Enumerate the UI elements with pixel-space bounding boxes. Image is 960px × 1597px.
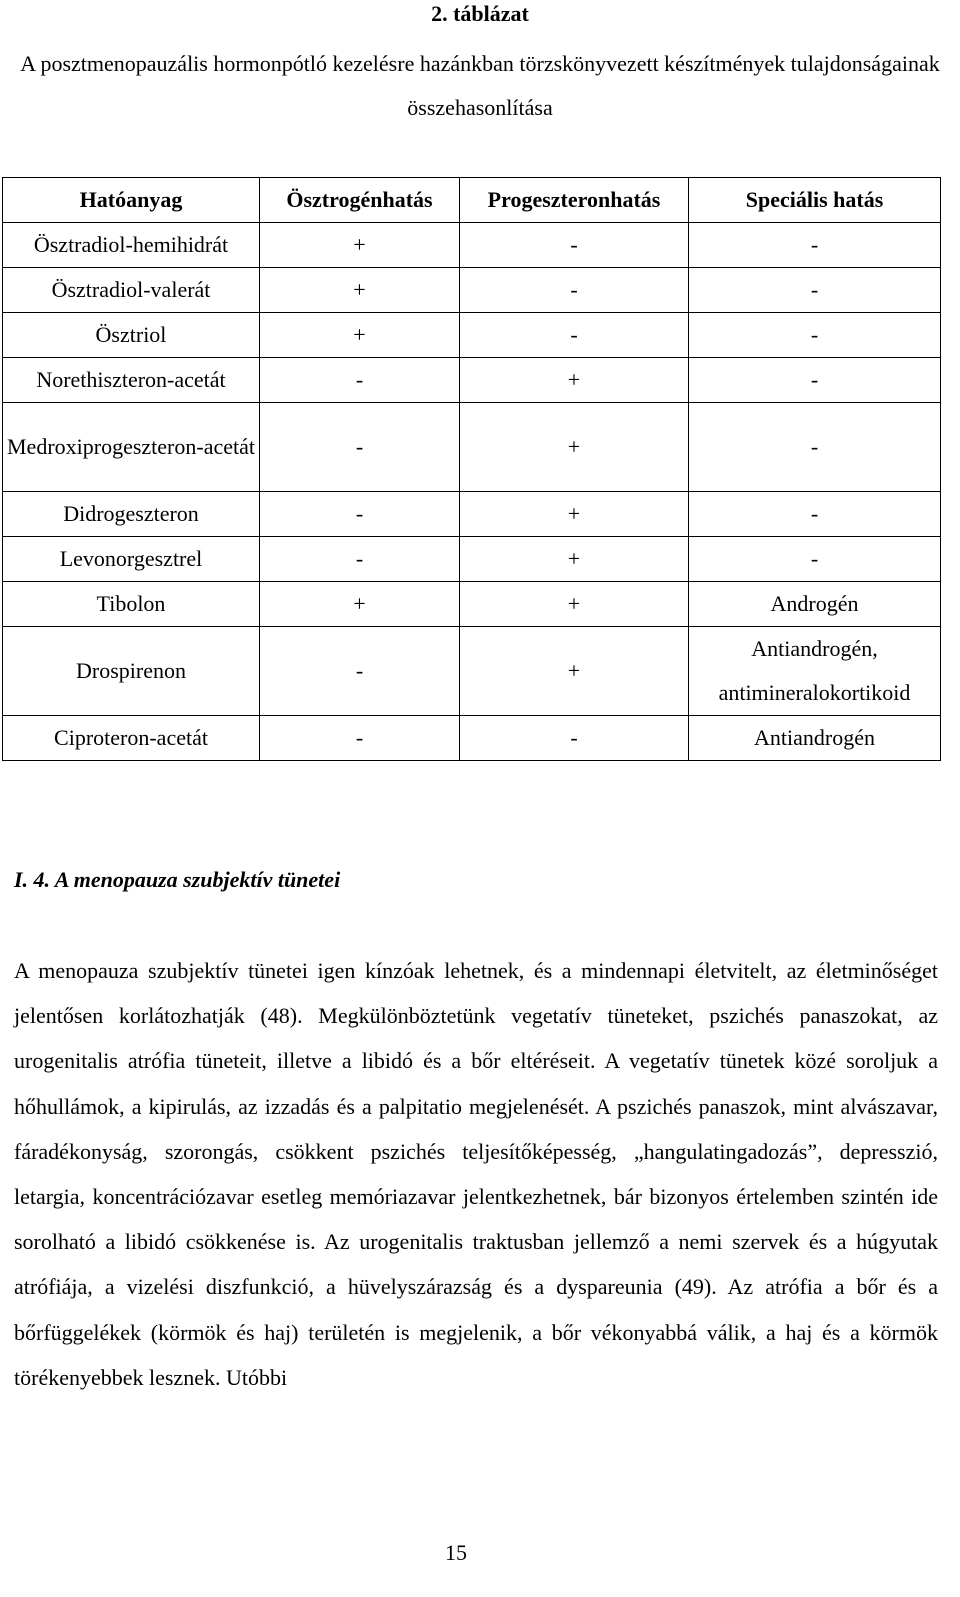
table-row bbox=[3, 313, 941, 358]
table-row bbox=[3, 358, 941, 403]
cell-ingredient: Ciproteron-acetát bbox=[3, 716, 260, 761]
cell-estrogen: - bbox=[260, 716, 460, 761]
header-active-ingredient: Hatóanyag bbox=[3, 178, 260, 223]
cell-special: Antiandrogén bbox=[689, 716, 941, 761]
cell-estrogen: - bbox=[260, 537, 460, 582]
table-header-row bbox=[3, 178, 941, 223]
cell-estrogen: - bbox=[260, 403, 460, 492]
page-number: 15 bbox=[445, 1540, 467, 1565]
cell-special: - bbox=[689, 313, 941, 358]
table-row bbox=[3, 268, 941, 313]
cell-progesterone: + bbox=[460, 582, 689, 627]
cell-ingredient: Tibolon bbox=[3, 582, 260, 627]
cell-ingredient: Didrogeszteron bbox=[3, 492, 260, 537]
section-heading: I. 4. A menopauza szubjektív tünetei bbox=[14, 867, 341, 892]
cell-progesterone: + bbox=[460, 403, 689, 492]
cell-progesterone: + bbox=[460, 537, 689, 582]
cell-estrogen: + bbox=[260, 582, 460, 627]
cell-ingredient: Levonorgesztrel bbox=[3, 537, 260, 582]
cell-ingredient: Medroxiprogeszteron-acetát bbox=[3, 403, 260, 492]
cell-estrogen: + bbox=[260, 223, 460, 268]
table-row bbox=[3, 582, 941, 627]
table-caption-title: A posztmenopauzális hormonpótló kezelésre hazánkban törzskönyvezett készítmények tulajdonságainak összehasonlítása bbox=[20, 51, 940, 120]
header-progesterone-effect: Progeszteronhatás bbox=[460, 178, 689, 223]
cell-progesterone: + bbox=[460, 627, 689, 716]
cell-special: - bbox=[689, 403, 941, 492]
cell-progesterone: - bbox=[460, 716, 689, 761]
cell-estrogen: + bbox=[260, 313, 460, 358]
cell-special: - bbox=[689, 223, 941, 268]
cell-estrogen: - bbox=[260, 492, 460, 537]
table-row bbox=[3, 492, 941, 537]
cell-progesterone: + bbox=[460, 492, 689, 537]
body-paragraph: A menopauza szubjektív tünetei igen kínzóak lehetnek, és a mindennapi életvitelt, az életminőséget jelentősen korlátozhatják (48). Megkülönböztetünk vegetatív tüneteket, pszichés panaszokat, az urogenitalis atrófia tüneteit, illetve a libidó és a bőr eltéréseit. A vegetatív tünetek közé soroljuk a hőhullámok, a kipirulás, az izzadás és a palpitatio megjelenését. A pszichés panaszok, mint alvászavar, fáradékonyság, szorongás, csökkent pszichés teljesítőképesség, „hangulatingadozás”, depresszió, letargia, koncentrációzavar esetleg memóriazavar jelentkezhetnek, bár bizonyos értelemben szintén ide sorolható a libidó csökkenése is. Az urogenitalis traktusban jellemző a nemi szervek és a húgyutak atrófiája, a vizelési diszfunkció, a hüvelyszárazság és a dyspareunia (49). Az atrófia a bőr és a bőrfüggelékek (körmök és haj) területén is megjelenik, a bőr vékonyabbá válik, a haj és a körmök törékenyebbek lesznek. Utóbbi bbox=[14, 958, 938, 1390]
header-estrogen-effect: Ösztrogénhatás bbox=[260, 178, 460, 223]
header-special-effect: Speciális hatás bbox=[689, 178, 941, 223]
comparison-table bbox=[2, 177, 941, 761]
cell-special: - bbox=[689, 358, 941, 403]
cell-progesterone: + bbox=[460, 358, 689, 403]
cell-special: Androgén bbox=[689, 582, 941, 627]
cell-special: - bbox=[689, 492, 941, 537]
cell-progesterone: - bbox=[460, 313, 689, 358]
cell-ingredient: Ösztriol bbox=[3, 313, 260, 358]
table-row bbox=[3, 403, 941, 492]
table-caption-label: 2. táblázat bbox=[431, 1, 529, 26]
cell-ingredient: Norethiszteron-acetát bbox=[3, 358, 260, 403]
cell-estrogen: + bbox=[260, 268, 460, 313]
cell-special: Antiandrogén, antimineralokortikoid bbox=[689, 627, 941, 716]
cell-estrogen: - bbox=[260, 358, 460, 403]
cell-estrogen: - bbox=[260, 627, 460, 716]
cell-ingredient: Drospirenon bbox=[3, 627, 260, 716]
table-row bbox=[3, 223, 941, 268]
cell-special: - bbox=[689, 537, 941, 582]
table-row bbox=[3, 716, 941, 761]
table-row bbox=[3, 537, 941, 582]
cell-ingredient: Ösztradiol-valerát bbox=[3, 268, 260, 313]
cell-progesterone: - bbox=[460, 223, 689, 268]
cell-progesterone: - bbox=[460, 268, 689, 313]
table-row bbox=[3, 627, 941, 716]
cell-ingredient: Ösztradiol-hemihidrát bbox=[3, 223, 260, 268]
cell-special: - bbox=[689, 268, 941, 313]
